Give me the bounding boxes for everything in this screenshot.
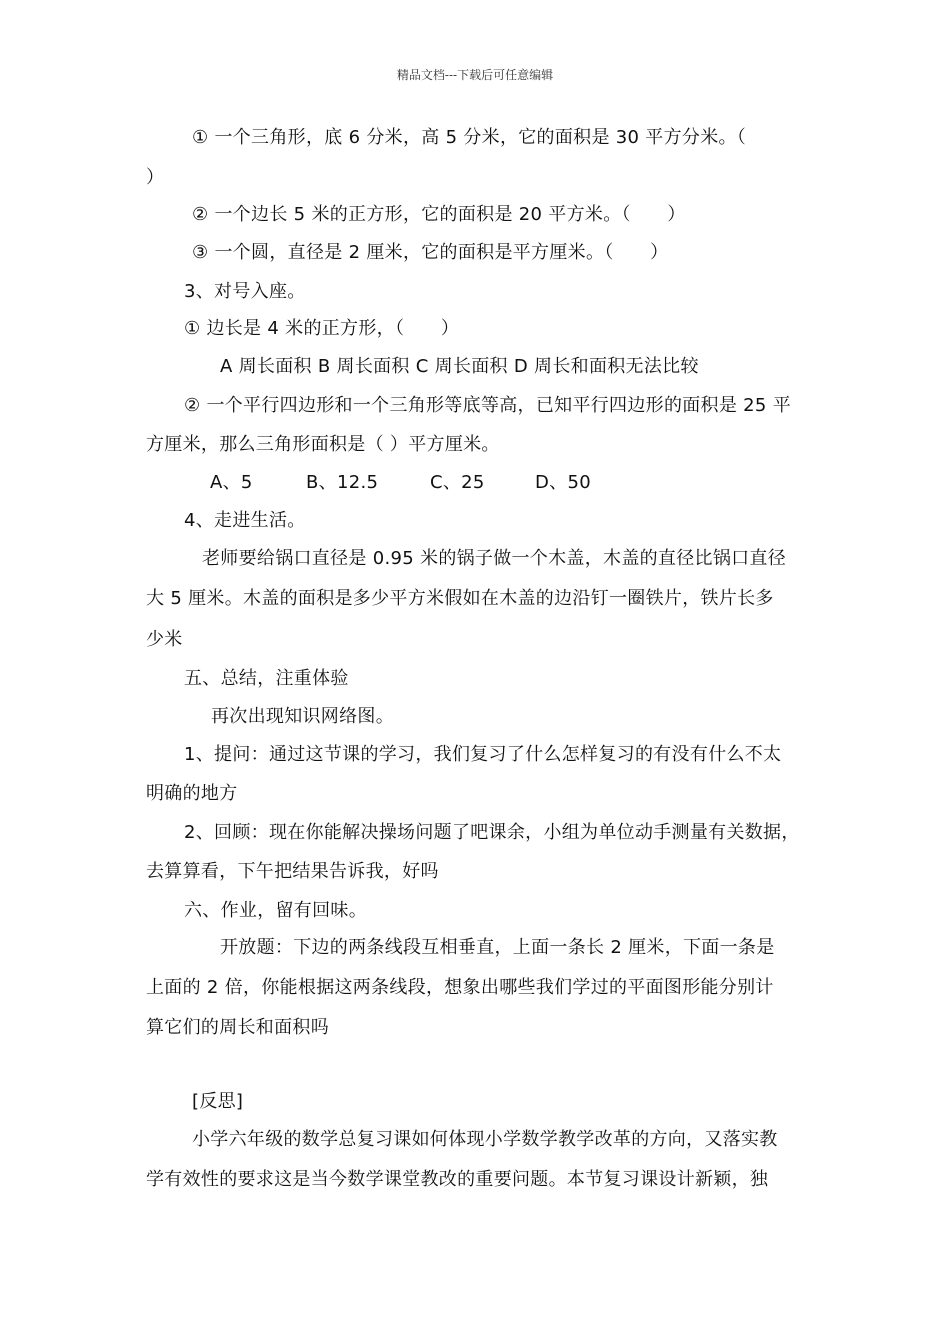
page-header: 精品文档---下载后可任意编辑 [396, 68, 554, 82]
knowledge-map-line: 再次出现知识网络图。 [211, 706, 394, 727]
reflection-line-2: 学有效性的要求这是当今数学课堂教改的重要问题。本节复习课设计新颖，独 [146, 1169, 769, 1190]
option-c: C、25 [430, 472, 485, 493]
option-b: B、12.5 [306, 472, 379, 493]
question-triangle-area: ① 一个三角形，底 6 分米，高 5 分米，它的面积是 30 平方分米。（ [192, 127, 747, 148]
life-problem-line-1: 老师要给锅口直径是 0.95 米的锅子做一个木盖，木盖的直径比锅口直径 [202, 548, 787, 569]
review-line-1: 2、回顾：现在你能解决操场问题了吧课余，小组为单位动手测量有关数据， [184, 822, 800, 843]
review-line-2: 去算算看，下午把结果告诉我，好吗 [146, 861, 439, 882]
choice-line-1: A 周长面积 B 周长面积 C 周长面积 D 周长和面积无法比较 [220, 356, 699, 377]
option-a: A、5 [210, 472, 253, 493]
section-5-heading: 五、总结，注重体验 [184, 668, 349, 689]
summary-question-line-2: 明确的地方 [146, 783, 238, 804]
section-3-heading: 3、对号入座。 [184, 281, 306, 302]
open-question-line-1: 开放题：下边的两条线段互相垂直，上面一条长 2 厘米，下面一条是 [220, 937, 775, 958]
question-square-area: ② 一个边长 5 米的正方形，它的面积是 20 平方米。（ ） [192, 204, 686, 225]
open-question-line-3: 算它们的周长和面积吗 [146, 1017, 329, 1038]
life-problem-line-2: 大 5 厘米。木盖的面积是多少平方米假如在木盖的边沿钉一圈铁片，铁片长多 [146, 588, 774, 609]
question-triangle-area-bracket: ） [146, 167, 165, 188]
summary-question-line-1: 1、提问：通过这节课的学习，我们复习了什么怎样复习的有没有什么不太 [184, 744, 782, 765]
section-4-heading: 4、走进生活。 [184, 510, 306, 531]
open-question-line-2: 上面的 2 倍，你能根据这两条线段，想象出哪些我们学过的平面图形能分别计 [146, 977, 774, 998]
section-6-heading: 六、作业，留有回味。 [184, 900, 367, 921]
option-d: D、50 [535, 472, 591, 493]
question-circle-area: ③ 一个圆，直径是 2 厘米，它的面积是平方厘米。（ ） [192, 242, 669, 263]
question-parallelogram-cont: 方厘米，那么三角形面积是（ ）平方厘米。 [146, 434, 500, 455]
choice-line-2 [210, 471, 591, 495]
question-parallelogram: ② 一个平行四边形和一个三角形等底等高，已知平行四边形的面积是 25 平 [184, 395, 792, 416]
life-problem-line-3: 少米 [146, 629, 183, 650]
reflection-heading: [反思] [192, 1091, 244, 1112]
question-square-perimeter: ① 边长是 4 米的正方形，（ ） [184, 318, 460, 339]
reflection-line-1: 小学六年级的数学总复习课如何体现小学数学教学改革的方向，又落实教 [192, 1129, 778, 1150]
